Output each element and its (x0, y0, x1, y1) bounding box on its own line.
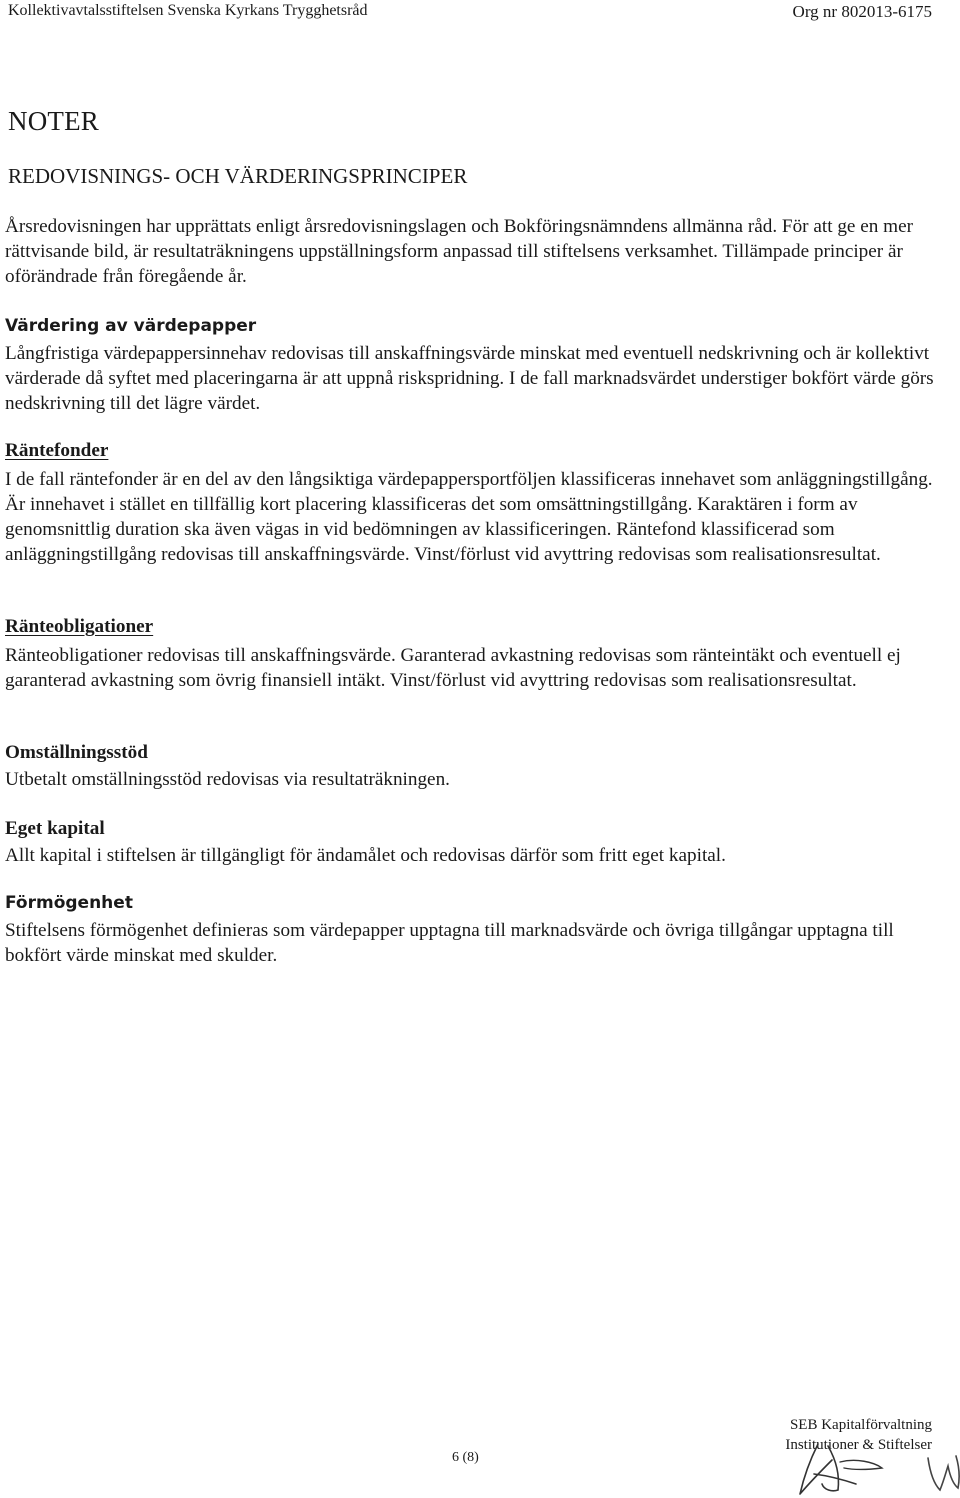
footer-company-line2: Institutioner & Stiftelser (785, 1437, 932, 1453)
section-title: REDOVISNINGS- OCH VÄRDERINGSPRINCIPER (8, 164, 468, 188)
omstallningsstod-heading: Omställningsstöd (5, 742, 148, 763)
eget-kapital-heading: Eget kapital (5, 818, 105, 839)
rantefonder-heading: Räntefonder (5, 440, 109, 461)
omstallningsstod-body: Utbetalt omställningsstöd redovisas via resultaträkningen. (5, 769, 450, 790)
header-organization: Kollektivavtalsstiftelsen Svenska Kyrkans Trygghetsråd (8, 2, 368, 19)
formogenhet-body: Stiftelsens förmögenhet definieras som värdepapper upptagna till marknadsvärde och övriga tillgångar upptagna till bokfört värde minskat med skulder. (5, 920, 894, 966)
vardering-body: Långfristiga värdepappersinnehav redovisas till anskaffningsvärde minskat med eventuell nedskrivning och är kollektivt värderade då syftet med placeringarna är att uppnå riskspridning. I de fall marknadsvärdet understiger bokfört värde görs nedskrivning till det lägre värdet. (5, 343, 934, 414)
page-number: 6 (8) (452, 1450, 479, 1465)
eget-kapital-body: Allt kapital i stiftelsen är tillgängligt för ändamålet och redovisas därför som fritt eget kapital. (5, 845, 726, 866)
vardering-heading: Värdering av värdepapper (5, 316, 257, 336)
signature-initials-image (770, 1440, 960, 1498)
footer-company-line1: SEB Kapitalförvaltning (789, 1417, 932, 1433)
header-org-number: Org nr 802013-6175 (792, 2, 932, 21)
ranteobligationer-heading: Ränteobligationer (5, 616, 154, 637)
intro-paragraph: Årsredovisningen har upprättats enligt årsredovisningslagen och Bokföringsnämndens allmänna råd. För att ge en mer rättvisande bild, är resultaträkningens uppställningsform anpassad till stiftelsens verksamhet. Tillämpade principer är oförändrade från föregående år. (5, 216, 913, 287)
ranteobligationer-body: Ränteobligationer redovisas till anskaffningsvärde. Garanterad avkastning redovisas som ränteintäkt och eventuell ej garanterad avkastning som övrig finansiell intäkt. Vinst/förlust vid avyttring redovisas som realisationsresultat. (5, 645, 901, 691)
page-title: NOTER (8, 106, 99, 136)
formogenhet-heading: Förmögenhet (5, 893, 133, 913)
rantefonder-body: I de fall räntefonder är en del av den långsiktiga värdepappersportföljen klassificeras innehavet som anläggningstillgång. Är innehavet i stället en tillfällig kort placering klassificeras det som omsättningstillgång. Karaktären i form av genomsnittlig duration ska även vägas in vid bedömningen av klassificeringen. Räntefond klassificerad som anläggningstillgång redovisas till anskaffningsvärde. Vinst/förlust vid avyttring redovisas som realisationsresultat. (5, 469, 933, 565)
